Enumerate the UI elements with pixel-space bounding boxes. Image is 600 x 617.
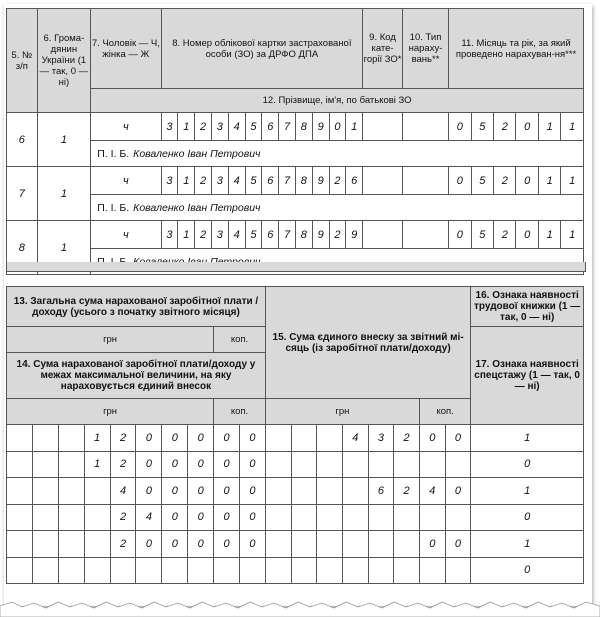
- contribution-digit: 0: [445, 425, 471, 452]
- id-digit: 1: [346, 113, 363, 141]
- contribution-digit: [419, 451, 445, 478]
- flag-value: 1: [471, 531, 584, 558]
- capped-salary-digit: [32, 478, 58, 505]
- sex-field: ч: [91, 113, 161, 141]
- id-digit: 6: [262, 167, 279, 195]
- capped-salary-digit: 0: [214, 531, 240, 558]
- capped-salary-digit: [58, 557, 84, 584]
- capped-salary-digit: 4: [110, 478, 136, 505]
- capped-salary-digit: 0: [136, 531, 162, 558]
- contribution-digit: [342, 531, 368, 558]
- contribution-digit: [368, 557, 394, 584]
- contribution-digit: 2: [394, 478, 420, 505]
- header-number: 5. № з/п: [7, 9, 38, 113]
- header-total-grn: грн: [7, 327, 214, 353]
- capped-salary-digit: 0: [240, 504, 266, 531]
- contribution-digit: [291, 425, 317, 452]
- row-number: 6: [7, 113, 38, 167]
- capped-salary-digit: [32, 425, 58, 452]
- capped-salary-digit: 2: [110, 504, 136, 531]
- capped-salary-digit: [7, 451, 33, 478]
- contribution-digit: [265, 451, 291, 478]
- salary-contribution-table: [6, 286, 584, 584]
- id-digit: 9: [312, 113, 329, 141]
- capped-salary-digit: 0: [214, 504, 240, 531]
- id-digit: 5: [245, 113, 262, 141]
- id-digit: 2: [329, 221, 346, 249]
- capped-salary-digit: 0: [162, 425, 188, 452]
- table-row: [7, 167, 584, 195]
- id-digit: 8: [295, 113, 312, 141]
- contribution-digit: [265, 531, 291, 558]
- table-row: [7, 195, 584, 221]
- contribution-digit: 0: [419, 531, 445, 558]
- capped-salary-digit: [58, 425, 84, 452]
- month-digit: 2: [494, 113, 516, 141]
- contribution-digit: [317, 425, 343, 452]
- capped-salary-digit: 0: [162, 504, 188, 531]
- flag-value: 0: [471, 504, 584, 531]
- month-digit: 1: [538, 221, 560, 249]
- id-digit: 5: [245, 221, 262, 249]
- contribution-digit: [419, 504, 445, 531]
- table-row: [7, 113, 584, 141]
- row-number: 8: [7, 221, 38, 275]
- contribution-digit: [342, 557, 368, 584]
- id-digit: 4: [228, 221, 245, 249]
- capped-salary-digit: 0: [136, 451, 162, 478]
- contribution-digit: [317, 557, 343, 584]
- citizen-flag: 1: [37, 167, 91, 221]
- id-digit: 1: [178, 113, 195, 141]
- flag-value: 1: [471, 478, 584, 505]
- table-row: [7, 141, 584, 167]
- id-digit: 4: [228, 167, 245, 195]
- month-digit: 0: [516, 221, 538, 249]
- header-capped-kop: коп.: [214, 399, 266, 425]
- capped-salary-digit: [32, 451, 58, 478]
- id-digit: 1: [178, 167, 195, 195]
- sex-field: ч: [91, 221, 161, 249]
- capped-salary-digit: 0: [240, 531, 266, 558]
- header-work-book: 16. Ознака наявності трудової книжки (1 — так, 0 — ні): [471, 287, 584, 327]
- capped-salary-digit: 0: [188, 451, 214, 478]
- capped-salary-digit: 1: [84, 451, 110, 478]
- capped-salary-digit: 2: [110, 531, 136, 558]
- contribution-digit: [394, 504, 420, 531]
- capped-salary-digit: [214, 557, 240, 584]
- capped-salary-digit: [110, 557, 136, 584]
- id-digit: 7: [279, 167, 296, 195]
- full-name-value: Коваленко Іван Петрович: [133, 147, 261, 160]
- capped-salary-digit: [58, 531, 84, 558]
- contribution-digit: 4: [419, 478, 445, 505]
- contribution-digit: [445, 451, 471, 478]
- header-id-number: 8. Номер облікової картки застрахованої особи (ЗО) за ДРФО ДПА: [161, 9, 363, 89]
- id-digit: 2: [195, 113, 212, 141]
- id-digit: 4: [228, 113, 245, 141]
- capped-salary-digit: [7, 425, 33, 452]
- month-digit: 0: [516, 167, 538, 195]
- table-row: [7, 531, 584, 558]
- citizen-flag: 1: [37, 221, 91, 275]
- header-full-name: 12. Прізвище, ім'я, по батькові ЗО: [91, 89, 584, 113]
- capped-salary-digit: 0: [240, 425, 266, 452]
- full-name-cell: [91, 195, 584, 221]
- table-row: [7, 557, 584, 584]
- capped-salary-digit: [136, 557, 162, 584]
- capped-salary-digit: 0: [162, 478, 188, 505]
- capped-salary-digit: 0: [214, 451, 240, 478]
- contribution-digit: [394, 451, 420, 478]
- id-digit: 9: [312, 167, 329, 195]
- capped-salary-digit: 0: [188, 531, 214, 558]
- row-number: 7: [7, 167, 38, 221]
- id-digit: 6: [346, 167, 363, 195]
- capped-salary-digit: 4: [136, 504, 162, 531]
- capped-salary-digit: 0: [240, 451, 266, 478]
- id-digit: 6: [262, 113, 279, 141]
- contribution-digit: [291, 451, 317, 478]
- sex-field: ч: [91, 167, 161, 195]
- capped-salary-digit: [162, 557, 188, 584]
- capped-salary-digit: [240, 557, 266, 584]
- contribution-digit: [342, 504, 368, 531]
- contribution-digit: 0: [445, 531, 471, 558]
- full-name-value: Коваленко Іван Петрович: [133, 201, 261, 214]
- pib-label: П. І. Б.: [97, 201, 130, 214]
- id-digit: 5: [245, 167, 262, 195]
- capped-salary-digit: 2: [110, 451, 136, 478]
- accrual-type: [402, 113, 448, 141]
- id-digit: 3: [161, 167, 178, 195]
- capped-salary-digit: [7, 504, 33, 531]
- id-digit: 6: [262, 221, 279, 249]
- header-accrual-type: 10. Тип нараху-вань**: [402, 9, 448, 89]
- month-digit: 2: [494, 221, 516, 249]
- id-digit: 9: [312, 221, 329, 249]
- category-code: [363, 167, 403, 195]
- capped-salary-digit: [7, 531, 33, 558]
- contribution-digit: [291, 557, 317, 584]
- capped-salary-digit: [32, 557, 58, 584]
- contribution-digit: 0: [445, 478, 471, 505]
- id-digit: 7: [279, 221, 296, 249]
- contribution-digit: [394, 557, 420, 584]
- contribution-digit: [368, 531, 394, 558]
- contribution-digit: [445, 557, 471, 584]
- contribution-digit: [317, 504, 343, 531]
- capped-salary-digit: 0: [136, 478, 162, 505]
- contribution-digit: [291, 504, 317, 531]
- capped-salary-digit: [84, 531, 110, 558]
- header-special-experience: 17. Ознака наявності спецстажу (1 — так, 0 — ні): [471, 327, 584, 425]
- contribution-digit: [291, 531, 317, 558]
- id-digit: 9: [346, 221, 363, 249]
- contribution-digit: [265, 425, 291, 452]
- contribution-digit: 2: [394, 425, 420, 452]
- contribution-digit: 4: [342, 425, 368, 452]
- capped-salary-digit: 0: [240, 478, 266, 505]
- capped-salary-digit: [84, 504, 110, 531]
- capped-salary-digit: 2: [110, 425, 136, 452]
- capped-salary-digit: [188, 557, 214, 584]
- header-capped-salary: 14. Сума нарахованої заробітної плати/доходу у межах максимальної величини, на яку нараховується єдиний внесок: [7, 353, 266, 399]
- id-digit: 3: [211, 113, 228, 141]
- month-digit: 0: [449, 167, 471, 195]
- id-digit: 3: [161, 113, 178, 141]
- id-digit: 2: [195, 167, 212, 195]
- table-row: [7, 425, 584, 452]
- contribution-digit: [394, 531, 420, 558]
- capped-salary-digit: 0: [188, 425, 214, 452]
- flag-value: 1: [471, 425, 584, 452]
- header-total-salary: 13. Загальна сума нарахованої заробітної плати / доходу (усього з початку звітного місяця): [7, 287, 266, 327]
- capped-salary-digit: 0: [188, 478, 214, 505]
- torn-edge: [0, 600, 600, 617]
- table-row: [7, 221, 584, 249]
- capped-salary-digit: 0: [214, 425, 240, 452]
- header-contribution-grn: грн: [265, 399, 419, 425]
- id-digit: 3: [211, 167, 228, 195]
- contribution-digit: [317, 531, 343, 558]
- month-digit: 5: [471, 113, 493, 141]
- full-name-cell: [91, 141, 584, 167]
- accrual-type: [402, 167, 448, 195]
- citizen-flag: 1: [37, 113, 91, 167]
- id-digit: 7: [279, 113, 296, 141]
- month-digit: 0: [516, 113, 538, 141]
- contribution-digit: [265, 478, 291, 505]
- capped-salary-digit: [32, 504, 58, 531]
- month-digit: 0: [449, 221, 471, 249]
- capped-salary-digit: [7, 557, 33, 584]
- contribution-digit: [445, 504, 471, 531]
- contribution-digit: 0: [419, 425, 445, 452]
- category-code: [363, 113, 403, 141]
- table-row: [7, 504, 584, 531]
- pib-label: П. І. Б.: [97, 147, 130, 160]
- header-contribution-kop: коп.: [419, 399, 470, 425]
- header-citizen: 6. Грома-дянин України (1 — так, 0 — ні): [37, 9, 91, 113]
- header-month-year: 11. Місяць та рік, за який проведено нарахуван-ня***: [449, 9, 584, 89]
- capped-salary-digit: [58, 478, 84, 505]
- contribution-digit: [291, 478, 317, 505]
- id-digit: 8: [295, 167, 312, 195]
- id-digit: 1: [178, 221, 195, 249]
- capped-salary-digit: 0: [162, 531, 188, 558]
- contribution-digit: 3: [368, 425, 394, 452]
- id-digit: 2: [195, 221, 212, 249]
- contribution-digit: 6: [368, 478, 394, 505]
- month-digit: 1: [538, 167, 560, 195]
- capped-salary-digit: [84, 478, 110, 505]
- contribution-digit: [317, 478, 343, 505]
- header-sex: 7. Чоловік — Ч, жінка — Ж: [91, 9, 161, 89]
- month-digit: 1: [561, 113, 584, 141]
- category-code: [363, 221, 403, 249]
- header-capped-grn: грн: [7, 399, 214, 425]
- header-total-kop: коп.: [214, 327, 266, 353]
- capped-salary-digit: 0: [136, 425, 162, 452]
- month-digit: 5: [471, 167, 493, 195]
- id-digit: 2: [329, 167, 346, 195]
- contribution-digit: [419, 557, 445, 584]
- id-digit: 3: [161, 221, 178, 249]
- month-digit: 1: [561, 221, 584, 249]
- capped-salary-digit: [58, 504, 84, 531]
- id-digit: 8: [295, 221, 312, 249]
- id-digit: 3: [211, 221, 228, 249]
- capped-salary-digit: 0: [162, 451, 188, 478]
- contribution-digit: [368, 504, 394, 531]
- capped-salary-digit: [7, 478, 33, 505]
- flag-value: 0: [471, 557, 584, 584]
- id-digit: 0: [329, 113, 346, 141]
- insured-persons-table: [6, 8, 584, 275]
- table-row: [7, 451, 584, 478]
- contribution-digit: [368, 451, 394, 478]
- month-digit: 2: [494, 167, 516, 195]
- month-digit: 0: [449, 113, 471, 141]
- month-digit: 5: [471, 221, 493, 249]
- contribution-digit: [265, 557, 291, 584]
- capped-salary-digit: [58, 451, 84, 478]
- capped-salary-digit: 0: [188, 504, 214, 531]
- capped-salary-digit: [84, 557, 110, 584]
- contribution-digit: [342, 451, 368, 478]
- header-contribution: 15. Сума єдиного внеску за звітний мі-сяць (із заробітної плати/доходу): [265, 287, 470, 399]
- header-category: 9. Код кате-горії ЗО*: [363, 9, 403, 89]
- capped-salary-digit: 1: [84, 425, 110, 452]
- contribution-digit: [342, 478, 368, 505]
- table1-bottom-strip: [6, 262, 586, 272]
- accrual-type: [402, 221, 448, 249]
- table-row: [7, 478, 584, 505]
- month-digit: 1: [538, 113, 560, 141]
- capped-salary-digit: 0: [214, 478, 240, 505]
- contribution-digit: [317, 451, 343, 478]
- capped-salary-digit: [32, 531, 58, 558]
- month-digit: 1: [561, 167, 584, 195]
- contribution-digit: [265, 504, 291, 531]
- flag-value: 0: [471, 451, 584, 478]
